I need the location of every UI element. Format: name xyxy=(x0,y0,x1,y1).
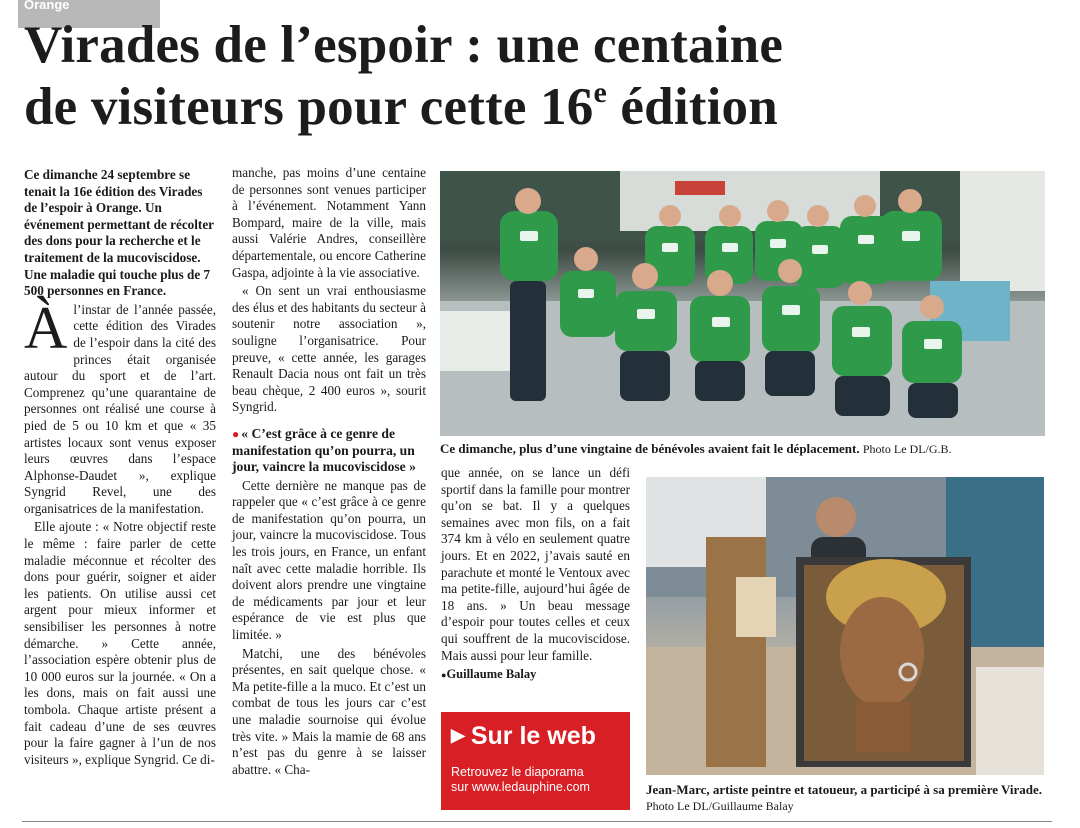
headline-line2b: édition xyxy=(606,78,778,136)
photo2-caption-text: Jean-Marc, artiste peintre et tatoueur, a participé à sa première Virade. xyxy=(646,782,1043,797)
bottom-rule xyxy=(22,821,1052,822)
headline-line2a: de visiteurs pour cette 16 xyxy=(24,78,594,136)
headline-sup: e xyxy=(593,76,607,109)
body-paragraph-1-text: l’instar de l’année passée, cette édition des Virades de l’espoir dans la cité des princes était organisée autour du sport et de l’art. Comprenez qu’une quarantaine de personnes ont réalisé une course à pied de 5 ou 10 km et que « 35 artistes locaux sont venus exposer leurs œuvres dans l’espace Alphonse-Daudet », explique Syngrid Revel, une des organisatrices de la manifestation. xyxy=(24,301,216,516)
web-promo-title-text: Sur le web xyxy=(470,722,596,750)
headline xyxy=(24,14,1064,138)
article-column-2 xyxy=(232,165,426,780)
web-promo-text xyxy=(451,765,620,795)
byline-name: Guillaume Balay xyxy=(446,667,537,682)
artist-photo-caption xyxy=(646,782,1046,814)
dropcap: À xyxy=(24,294,68,361)
byline xyxy=(441,666,630,684)
article-column-3 xyxy=(441,465,630,686)
body-paragraph-7: que année, on se lance un défi sportif dans la famille pour montrer qu’on se bat. Il y a quelques semaines avec mon fils, on a fait 374 km à vélo en seulement quatre jours. Et en 2022, j’avais sauté en parachute et monté le Ventoux avec ma petite-fille, aujourd’hui âgée de 18 ans. » Un beau message d’espoir pour toutes celles et ceux qui souffrent de la mucoviscidose. Mais aussi pour leur famille. xyxy=(441,465,630,663)
body-paragraph-6: Matchi, une des bénévoles présentes, en sait quelque chose. « Ma petite-fille a la muco. Et c’est un combat de tous les jours car c’est une maladie sournoise qui évolue très vite. » Mais la mamie de 68 ans n’est pas du genre à se laisser abattre. « Cha- xyxy=(232,645,426,777)
section-tag: Orange xyxy=(18,0,160,28)
subheading-text: « C’est grâce à ce genre de manifestation qu’on pourra, un jour, vaincre la mucoviscidose » xyxy=(232,425,416,475)
headline-line1: Virades de l’espoir : une centaine xyxy=(24,16,784,74)
red-dot-icon: ● xyxy=(232,426,240,441)
body-paragraph-1 xyxy=(24,294,216,518)
body-paragraph-4: « On sent un vrai enthousiasme des élus et des habitants du secteur à soutenir notre association », souligne l’organisatrice. Pour preuve, « cette année, les garages Renault Dacia nous ont fait un très beau chèque, 2 400 euros », sourit Syngrid. xyxy=(232,283,426,415)
article-column-1 xyxy=(24,167,216,770)
photo1-caption-text: Ce dimanche, plus d’une vingtaine de bénévoles avaient fait le déplacement. xyxy=(440,441,860,456)
body-paragraph-5: Cette dernière ne manque pas de rappeler que « c’est grâce à ce genre de manifestation qu’on pourra, un jour, vaincre la mucoviscidose. Tous les trois jours, en France, un enfant naît avec cette maladie horrible. Ils doivent alors prendre une vingtaine de médicaments par jour et leur espérance de vie est plus que limitée. » xyxy=(232,477,426,643)
web-promo-title xyxy=(451,720,620,751)
byline-bullet-icon: ● xyxy=(441,670,447,681)
body-paragraph-3: manche, pas moins d’une centaine de personnes sont venues participer à l’événement. Notamment Yann Bompard, maire de la ville, mais aussi Valérie Andres, conseillère départementale, ou encore Catherine Gaspa, adjointe à la vie associative. xyxy=(232,165,426,280)
artist-photo-art xyxy=(646,477,1044,775)
volunteers-photo-caption xyxy=(440,441,1052,457)
photo2-credit: Photo Le DL/Guillaume Balay xyxy=(646,799,794,813)
artist-photo xyxy=(646,477,1044,775)
triangle-arrow-icon: ▶ xyxy=(451,725,465,745)
web-promo-line2[interactable]: sur www.ledauphine.com xyxy=(451,780,590,794)
volunteers-photo xyxy=(440,171,1045,436)
web-promo-box[interactable] xyxy=(441,712,630,810)
volunteers-photo-art xyxy=(440,171,1045,436)
subheading xyxy=(232,426,426,476)
body-paragraph-2: Elle ajoute : « Notre objectif reste le même : faire parler de cette maladie méconnue et récolter des dons pour guérir, soigner et aider les patients. On utilise aussi cet argent pour mieux informer et sensibiliser les personnes à notre démarche. » Cette année, l’association espère obtenir plus de 10 000 euros sur la journée. « On a les dons, mais on fait aussi une tombola. Chaque artiste présent a fait cadeau d’une de ses œuvres pour la faire gagner à l’un de nos visiteurs », explique Syngrid. Ce di- xyxy=(24,519,216,767)
photo1-credit: Photo Le DL/G.B. xyxy=(862,442,952,456)
lead-paragraph: Ce dimanche 24 septembre se tenait la 16e édition des Virades de l’espoir à Orange. Un événement permettant de récolter des dons pour la recherche et le traitement de la mucoviscidose. Une maladie qui touche plus de 7 500 personnes en France. xyxy=(24,167,214,299)
web-promo-line1: Retrouvez le diaporama xyxy=(451,765,584,779)
